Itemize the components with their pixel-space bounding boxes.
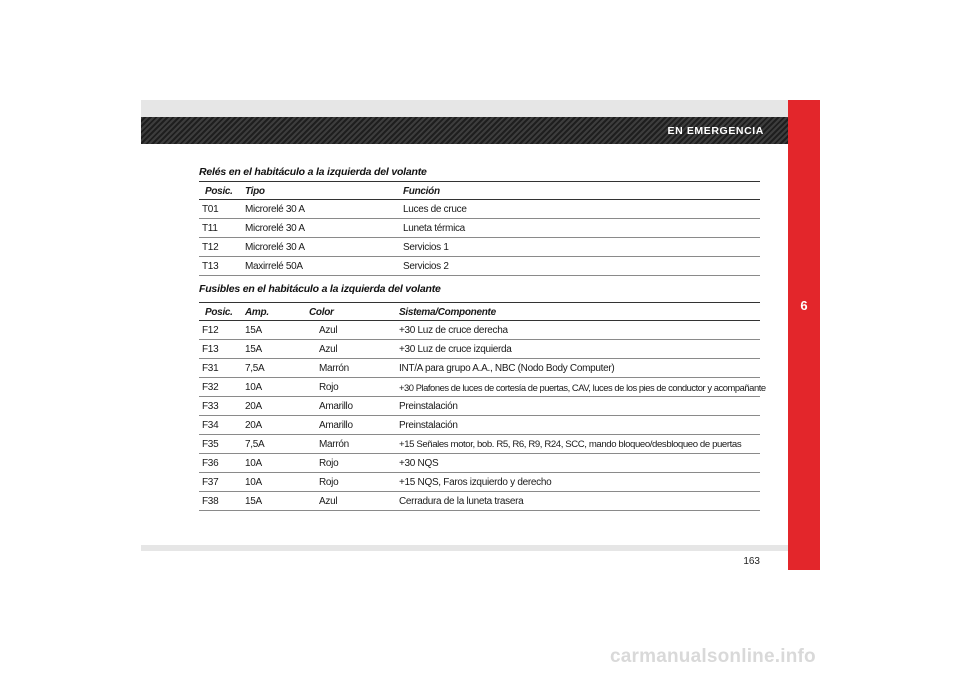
cell-funcion: Servicios 1: [403, 242, 449, 253]
cell-color: Marrón: [319, 363, 349, 374]
cell-tipo: Maxirrelé 50A: [245, 261, 303, 272]
table-row: [199, 359, 760, 378]
page-number: 163: [743, 556, 760, 567]
chapter-number: 6: [800, 298, 808, 313]
col-header-funcion: Función: [403, 186, 440, 197]
bottom-gray-strip: [141, 545, 788, 551]
section-header-title: EN EMERGENCIA: [667, 125, 764, 137]
cell-color: Rojo: [319, 382, 339, 393]
cell-tipo: Microrelé 30 A: [245, 223, 305, 234]
col-header-color: Color: [309, 307, 334, 318]
cell-tipo: Microrelé 30 A: [245, 242, 305, 253]
cell-tipo: Microrelé 30 A: [245, 204, 305, 215]
col-header-amp: Amp.: [245, 307, 269, 318]
table-row: [199, 219, 760, 238]
cell-posic: F38: [202, 496, 219, 507]
cell-sistema: INT/A para grupo A.A., NBC (Nodo Body Computer): [399, 363, 615, 374]
table-row: [199, 473, 760, 492]
table-row: [199, 397, 760, 416]
cell-sistema: +30 NQS: [399, 458, 439, 469]
cell-posic: T01: [202, 204, 219, 215]
cell-amp: 20A: [245, 401, 262, 412]
col-header-posic: Posic.: [205, 186, 233, 197]
cell-posic: F34: [202, 420, 219, 431]
cell-sistema: +15 Señales motor, bob. R5, R6, R9, R24, SCC, mando bloqueo/desbloqueo de puertas: [399, 439, 742, 450]
relays-header-row: [199, 181, 760, 200]
table-row: [199, 416, 760, 435]
cell-posic: T12: [202, 242, 219, 253]
cell-posic: F32: [202, 382, 219, 393]
cell-posic: F13: [202, 344, 219, 355]
cell-posic: F31: [202, 363, 219, 374]
cell-amp: 7,5A: [245, 439, 265, 450]
top-gray-strip: [141, 100, 788, 117]
cell-sistema: +30 Plafones de luces de cortesía de puertas, CAV, luces de los pies de conductor y acompañante: [399, 382, 766, 393]
cell-funcion: Luneta térmica: [403, 223, 465, 234]
col-header-tipo: Tipo: [245, 186, 265, 197]
cell-color: Azul: [319, 325, 338, 336]
table-row: [199, 340, 760, 359]
chapter-tab: [788, 100, 820, 570]
cell-color: Amarillo: [319, 420, 353, 431]
watermark: carmanualsonline.info: [610, 646, 816, 667]
table-row: [199, 378, 766, 397]
header-bar: [141, 117, 788, 144]
cell-funcion: Luces de cruce: [403, 204, 467, 215]
cell-amp: 10A: [245, 382, 262, 393]
col-header-posic: Posic.: [205, 307, 233, 318]
cell-amp: 15A: [245, 344, 262, 355]
cell-color: Rojo: [319, 477, 339, 488]
cell-posic: T13: [202, 261, 219, 272]
cell-posic: F35: [202, 439, 219, 450]
cell-sistema: +30 Luz de cruce derecha: [399, 325, 508, 336]
table-row: [199, 238, 760, 257]
cell-posic: F36: [202, 458, 219, 469]
cell-color: Marrón: [319, 439, 349, 450]
cell-posic: T11: [202, 223, 218, 234]
cell-posic: F33: [202, 401, 219, 412]
cell-sistema: +15 NQS, Faros izquierdo y derecho: [399, 477, 552, 488]
cell-amp: 15A: [245, 325, 262, 336]
fuses-header-row: [199, 302, 760, 321]
cell-sistema: Cerradura de la luneta trasera: [399, 496, 524, 507]
cell-amp: 10A: [245, 477, 262, 488]
col-header-sistema: Sistema/Componente: [399, 307, 496, 318]
fuses-title: Fusibles en el habitáculo a la izquierda del volante: [199, 283, 441, 295]
cell-amp: 10A: [245, 458, 262, 469]
relays-table: [199, 181, 760, 276]
cell-posic: F37: [202, 477, 219, 488]
cell-amp: 20A: [245, 420, 262, 431]
relays-title: Relés en el habitáculo a la izquierda del volante: [199, 166, 427, 178]
cell-sistema: Preinstalación: [399, 420, 458, 431]
cell-amp: 7,5A: [245, 363, 265, 374]
cell-color: Azul: [319, 496, 338, 507]
table-row: [199, 321, 760, 340]
cell-sistema: Preinstalación: [399, 401, 458, 412]
fuses-table: [199, 302, 766, 511]
table-row: [199, 435, 760, 454]
table-row: [199, 257, 760, 276]
cell-color: Rojo: [319, 458, 339, 469]
cell-amp: 15A: [245, 496, 262, 507]
cell-color: Azul: [319, 344, 338, 355]
cell-sistema: +30 Luz de cruce izquierda: [399, 344, 512, 355]
cell-color: Amarillo: [319, 401, 353, 412]
table-row: [199, 492, 760, 511]
cell-posic: F12: [202, 325, 219, 336]
cell-funcion: Servicios 2: [403, 261, 449, 272]
table-row: [199, 200, 760, 219]
table-row: [199, 454, 760, 473]
